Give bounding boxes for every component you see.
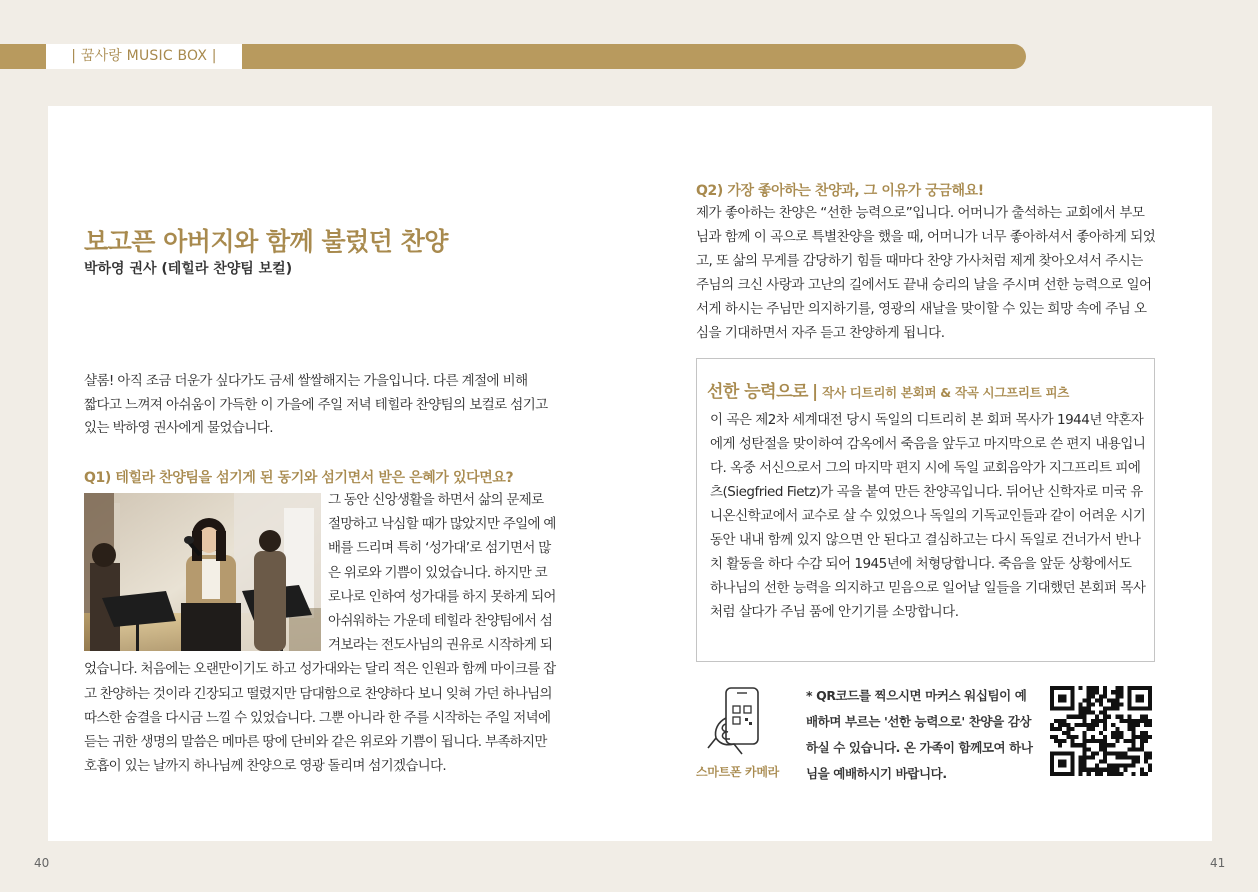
- qr-code-graphic: [1050, 686, 1152, 776]
- page-number-right: 41: [1210, 856, 1226, 870]
- smartphone-qr-icon: [704, 686, 768, 756]
- photo-float-spacer: [84, 488, 328, 657]
- q1-answer-block: [84, 488, 556, 778]
- q1-answer: 그 동안 신앙생활을 하면서 삶의 문제로 절망하고 낙심할 때가 많았지만 주일에 예배를 드리며 특히 ‘성가대’로 섬기면서 많은 위로와 기쁨이 있었습니다. 하지만 코로나로 인하여 성가대를 하지 못하게 되어 아쉬워하는 가운데 테힐라 찬양팀에서 섬겨보라는 전도사님의 권유로 시작하게 되었습니다. 처음에는 오랜만이기도 하고 성가대와는 달리 적은 인원과 함께 마이크를 잡고 찬양하는 것이라 긴장되고 떨렸지만 담대함으로 찬양하다 보니 잊혀 가던 하나님의 따스한 숨결을 다시금 느낄 수 있었습니다. 그뿐 아니라 한 주를 시작하는 주일 저녁에 듣는 귀한 생명의 말씀은 메마른 땅에 단비와 같은 위로와 기쁨이 됩니다. 부족하지만 호흡이 있는 날까지 하나님께 찬양으로 영광 돌리며 섬기겠습니다.: [84, 492, 556, 775]
- q2-heading: Q2) 가장 좋아하는 찬양과, 그 이유가 궁금해요!: [696, 183, 984, 199]
- article-title: 보고픈 아버지와 함께 불렀던 찬양: [84, 227, 448, 256]
- smartphone-camera-label: 스마트폰 카메라: [696, 765, 779, 779]
- song-description: 이 곡은 제2차 세계대전 당시 독일의 디트리히 본 회퍼 목사가 1944년 약혼자에게 성탄절을 맞이하여 감옥에서 죽음을 앞두고 마지막으로 쓴 편지 내용입니다. 옥중 서신으로서 그의 마지막 편지 시에 독일 교회음악가 지그프리트 피에츠(Siegfried Fietz)가 곡을 붙여 만든 찬양곡입니다. 뒤어난 신학자로 미국 유니온신학교에서 교수로 살 수 있었으나 독일의 기독교인들과 같이 어려운 시기 동안 내내 함께 있지 않으면 안 된다고 결심하고는 다시 독일로 건너가서 반나치 활동을 하다 수감 되어 1945년에 처형당합니다. 죽음을 앞둔 상황에서도 하나님의 선한 능력을 의지하고 믿음으로 일어날 일들을 기대했던 본회퍼 목사처럼 살다가 주님 품에 안기기를 소망합니다.: [710, 412, 1146, 620]
- page-number-left: 40: [34, 856, 50, 870]
- article-subtitle: 박하영 권사 (테힐라 찬양팀 보컬): [84, 261, 293, 277]
- song-credits: 작사 디트리히 본회퍼 & 작곡 시그프리트 피츠: [822, 385, 1070, 400]
- song-info-box: [696, 358, 1155, 662]
- intro-paragraph: 샬롬! 아직 조금 더운가 싶다가도 금세 쌀쌀해지는 가을입니다. 다른 계절에 비해 짧다고 느껴져 아쉬움이 가득한 이 가을에 주일 저녁 테힐라 찬양팀의 보컬로 섬기고 있는 박하영 권사에게 물었습니다.: [84, 373, 548, 436]
- q2-answer: 제가 좋아하는 찬양은 “선한 능력으로”입니다. 어머니가 출석하는 교회에서 부모님과 함께 이 곡으로 특별찬양을 했을 때, 어머니가 너무 좋아하셔서 좋아하게 되었고, 또 삶의 무게를 감당하기 힘들 때마다 찬양 가사처럼 제게 찾아오셔서 주시는 주님의 크신 사랑과 고난의 길에서도 끝내 승리의 날을 주시며 선한 능력으로 일어서게 하시는 주님만 의지하기를, 영광의 새날을 맞이할 수 있는 희망 속에 주님 오심을 기대하면서 자주 듣고 찬양하게 됩니다.: [696, 205, 1156, 341]
- song-title: 선한 능력으로: [707, 382, 808, 402]
- section-tab: | 꿈사랑 MUSIC BOX |: [46, 44, 242, 69]
- qr-instruction: * QR코드를 찍으시면 마커스 워십팀이 예배하며 부르는 '선한 능력으로' 찬양을 감상하실 수 있습니다. 온 가족이 함께모여 하나님을 예배하시기 바랍니다.: [806, 688, 1033, 781]
- q1-heading: Q1) 테힐라 찬양팀을 섬기게 된 동기와 섬기면서 받은 은혜가 있다면요?: [84, 470, 514, 486]
- title-separator: |: [811, 382, 819, 402]
- song-box-title-row: [707, 377, 1069, 402]
- qr-code[interactable]: [1050, 686, 1152, 776]
